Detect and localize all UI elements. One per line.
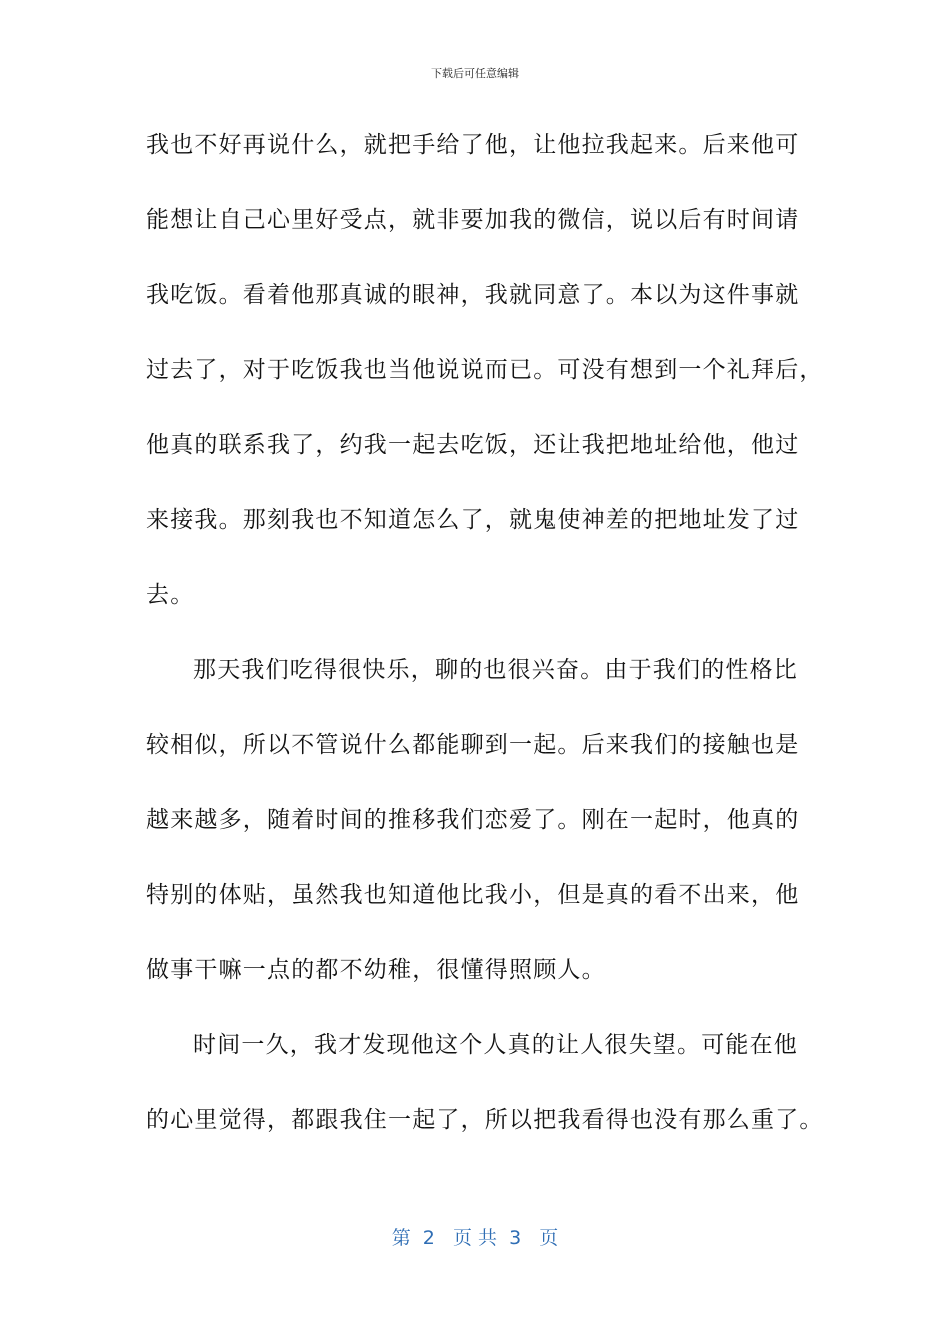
text-line: 过去了，对于吃饭我也当他说说而已。可没有想到一个礼拜后，	[146, 357, 824, 383]
text-line: 去。	[146, 582, 195, 608]
page-number-footer: 第 2 页 共 3 页	[391, 1227, 559, 1249]
text-line: 能想让自己心里好受点，就非要加我的微信，说以后有时间请	[146, 207, 800, 233]
text-line: 时间一久，我才发现他这个人真的让人很失望。可能在他	[193, 1032, 798, 1058]
text-line: 特别的体贴，虽然我也知道他比我小，但是真的看不出来，他	[146, 882, 800, 908]
text-line: 较相似，所以不管说什么都能聊到一起。后来我们的接触也是	[146, 732, 800, 758]
page-header: 下载后可任意编辑	[431, 67, 519, 80]
text-line: 我吃饭。看着他那真诚的眼神，我就同意了。本以为这件事就	[146, 282, 800, 308]
text-line: 我也不好再说什么，就把手给了他，让他拉我起来。后来他可	[146, 132, 800, 158]
text-line: 来接我。那刻我也不知道怎么了，就鬼使神差的把地址发了过	[146, 507, 800, 533]
text-line: 越来越多，随着时间的推移我们恋爱了。刚在一起时，他真的	[146, 807, 800, 833]
document-body	[146, 108, 824, 1158]
text-line: 做事干嘛一点的都不幼稚，很懂得照顾人。	[146, 957, 606, 983]
text-line: 的心里觉得，都跟我住一起了，所以把我看得也没有那么重了。	[146, 1107, 824, 1133]
paragraph	[146, 1008, 824, 1158]
text-line: 那天我们吃得很快乐，聊的也很兴奋。由于我们的性格比	[193, 657, 798, 683]
text-line: 他真的联系我了，约我一起去吃饭，还让我把地址给他，他过	[146, 432, 800, 458]
paragraph	[146, 633, 806, 1008]
paragraph	[146, 108, 824, 633]
